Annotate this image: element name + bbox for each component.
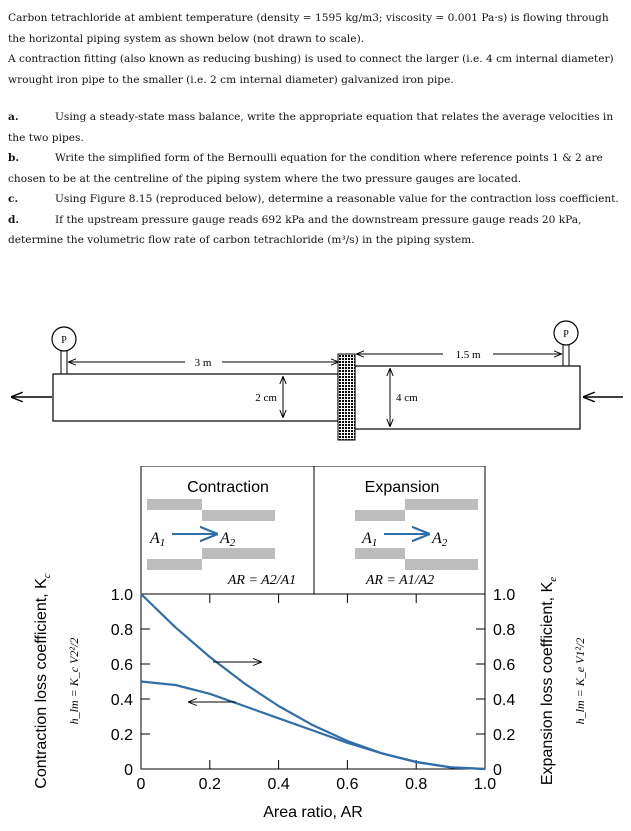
expansion-bottom-wall-b bbox=[405, 559, 478, 570]
svg-text:h_lm = K_c V2²/2: h_lm = K_c V2²/2 bbox=[67, 637, 81, 725]
part-a-text: Using a steady-state mass balance, write the appropriate equation that relates the average velocities in the two pipes. bbox=[8, 111, 614, 144]
left-y-tick-label: 1.0 bbox=[110, 587, 133, 604]
right-y-tick-label: 0.4 bbox=[493, 692, 516, 709]
right-y-tick-labels bbox=[493, 587, 515, 779]
x-tick-label: 0.4 bbox=[267, 776, 290, 793]
x-tick-label: 0.6 bbox=[336, 776, 359, 793]
left-y-tick-label: 0.6 bbox=[110, 657, 133, 674]
left-gauge-label: P bbox=[61, 335, 67, 346]
x-tick-label: 0.2 bbox=[198, 776, 221, 793]
left-y-tick-label: 0 bbox=[124, 762, 133, 779]
x-axis-label: Area ratio, AR bbox=[263, 804, 363, 821]
left-y-tick-label: 0.4 bbox=[110, 692, 133, 709]
contraction-ratio: AR = A2/A1 bbox=[227, 573, 297, 588]
expansion-bottom-wall-a bbox=[355, 548, 405, 559]
loss-coefficient-chart bbox=[0, 466, 631, 828]
plot-frame bbox=[141, 594, 485, 769]
expansion-loss-curve bbox=[141, 594, 485, 769]
piping-diagram bbox=[0, 316, 631, 446]
small-pipe-length-label: 3 m bbox=[194, 357, 212, 369]
intro-paragraph-2: A contraction fitting (also known as reducing bushing) is used to connect the larger (i.e. 4 cm internal diameter) wrought iron pipe to the smaller (i.e. 2 cm internal diameter) galvanized iron pipe. bbox=[8, 53, 614, 86]
part-b-label: b. bbox=[8, 152, 20, 164]
x-tick-label: 1.0 bbox=[473, 776, 497, 793]
part-d-text: If the upstream pressure gauge reads 692 kPa and the downstream pressure gauge reads 20 kPa, determine the volumetric flow rate of carbon tetrachloride (m³/s) in the piping system. bbox=[8, 213, 582, 246]
contraction-a1: A1 bbox=[150, 530, 166, 549]
part-b bbox=[8, 148, 623, 189]
reducing-bushing bbox=[338, 354, 355, 440]
contraction-top-wall-a bbox=[147, 499, 202, 510]
axis-ticks bbox=[141, 594, 485, 769]
expansion-title: Expansion bbox=[364, 479, 440, 496]
left-formula bbox=[67, 638, 81, 725]
left-y-tick-label: 0.2 bbox=[110, 727, 133, 744]
contraction-top-wall-b bbox=[202, 510, 275, 521]
contraction-bottom-wall-b bbox=[202, 548, 275, 559]
large-pipe-length-label: 1.5 m bbox=[455, 349, 481, 361]
large-pipe-diameter-label: 4 cm bbox=[396, 392, 418, 404]
expansion-ratio: AR = A1/A2 bbox=[365, 573, 435, 588]
large-pipe bbox=[355, 366, 580, 429]
part-c-label: c. bbox=[8, 193, 19, 205]
loss-curves bbox=[141, 594, 485, 769]
contraction-a2: A2 bbox=[220, 530, 236, 549]
right-y-tick-label: 1.0 bbox=[493, 587, 516, 604]
problem-statement bbox=[8, 8, 623, 251]
right-axis-title bbox=[539, 577, 559, 785]
expansion-top-wall-b bbox=[405, 499, 478, 510]
intro-paragraph-1: Carbon tetrachloride at ambient temperature (density = 1595 kg/m3; viscosity = 0.001 Pa·s) is flowing through the horizontal piping system as shown below (not drawn to scale). bbox=[8, 12, 609, 45]
x-tick-label: 0 bbox=[136, 776, 146, 793]
right-formula bbox=[573, 638, 587, 725]
svg-text:Expansion loss coefficient, Ke: Expansion loss coefficient, $K_e$ bbox=[539, 576, 559, 786]
contraction-bottom-wall-a bbox=[147, 559, 202, 570]
left-y-tick-labels bbox=[111, 587, 133, 779]
part-d-label: d. bbox=[8, 213, 20, 226]
part-d bbox=[8, 210, 623, 251]
expansion-top-wall-a bbox=[355, 510, 405, 521]
right-y-tick-label: 0.2 bbox=[493, 727, 516, 744]
expansion-a2: A2 bbox=[432, 530, 448, 549]
small-pipe-diameter-label: 2 cm bbox=[255, 392, 277, 404]
x-tick-label: 0.8 bbox=[405, 776, 428, 793]
right-y-tick-label: 0.8 bbox=[493, 622, 516, 639]
part-b-text: Write the simplified form of the Bernoulli equation for the condition where reference points 1 & 2 are chosen to be at the centreline of the piping system where the two pressure gauges are located. bbox=[8, 152, 603, 185]
upstream-gauge-left bbox=[52, 327, 76, 374]
part-a bbox=[8, 107, 623, 148]
x-tick-labels bbox=[137, 776, 497, 793]
right-y-tick-label: 0 bbox=[493, 762, 502, 779]
expansion-a1: A1 bbox=[362, 530, 378, 549]
right-gauge-label: P bbox=[563, 329, 569, 340]
part-c-text: Using Figure 8.15 (reproduced below), determine a reasonable value for the contraction loss coefficient. bbox=[55, 193, 619, 205]
svg-text:h_lm = K_e V1²/2: h_lm = K_e V1²/2 bbox=[573, 637, 587, 725]
part-c bbox=[8, 189, 623, 210]
left-y-tick-label: 0.8 bbox=[110, 622, 133, 639]
right-y-tick-label: 0.6 bbox=[493, 657, 516, 674]
downstream-gauge-right bbox=[554, 321, 578, 366]
contraction-title: Contraction bbox=[187, 479, 269, 496]
part-a-label: a. bbox=[8, 111, 19, 123]
left-axis-title bbox=[33, 573, 53, 788]
small-pipe bbox=[53, 374, 338, 421]
svg-text:Contraction loss coefficient,: Contraction loss coefficient, $K_c$ bbox=[33, 573, 53, 789]
